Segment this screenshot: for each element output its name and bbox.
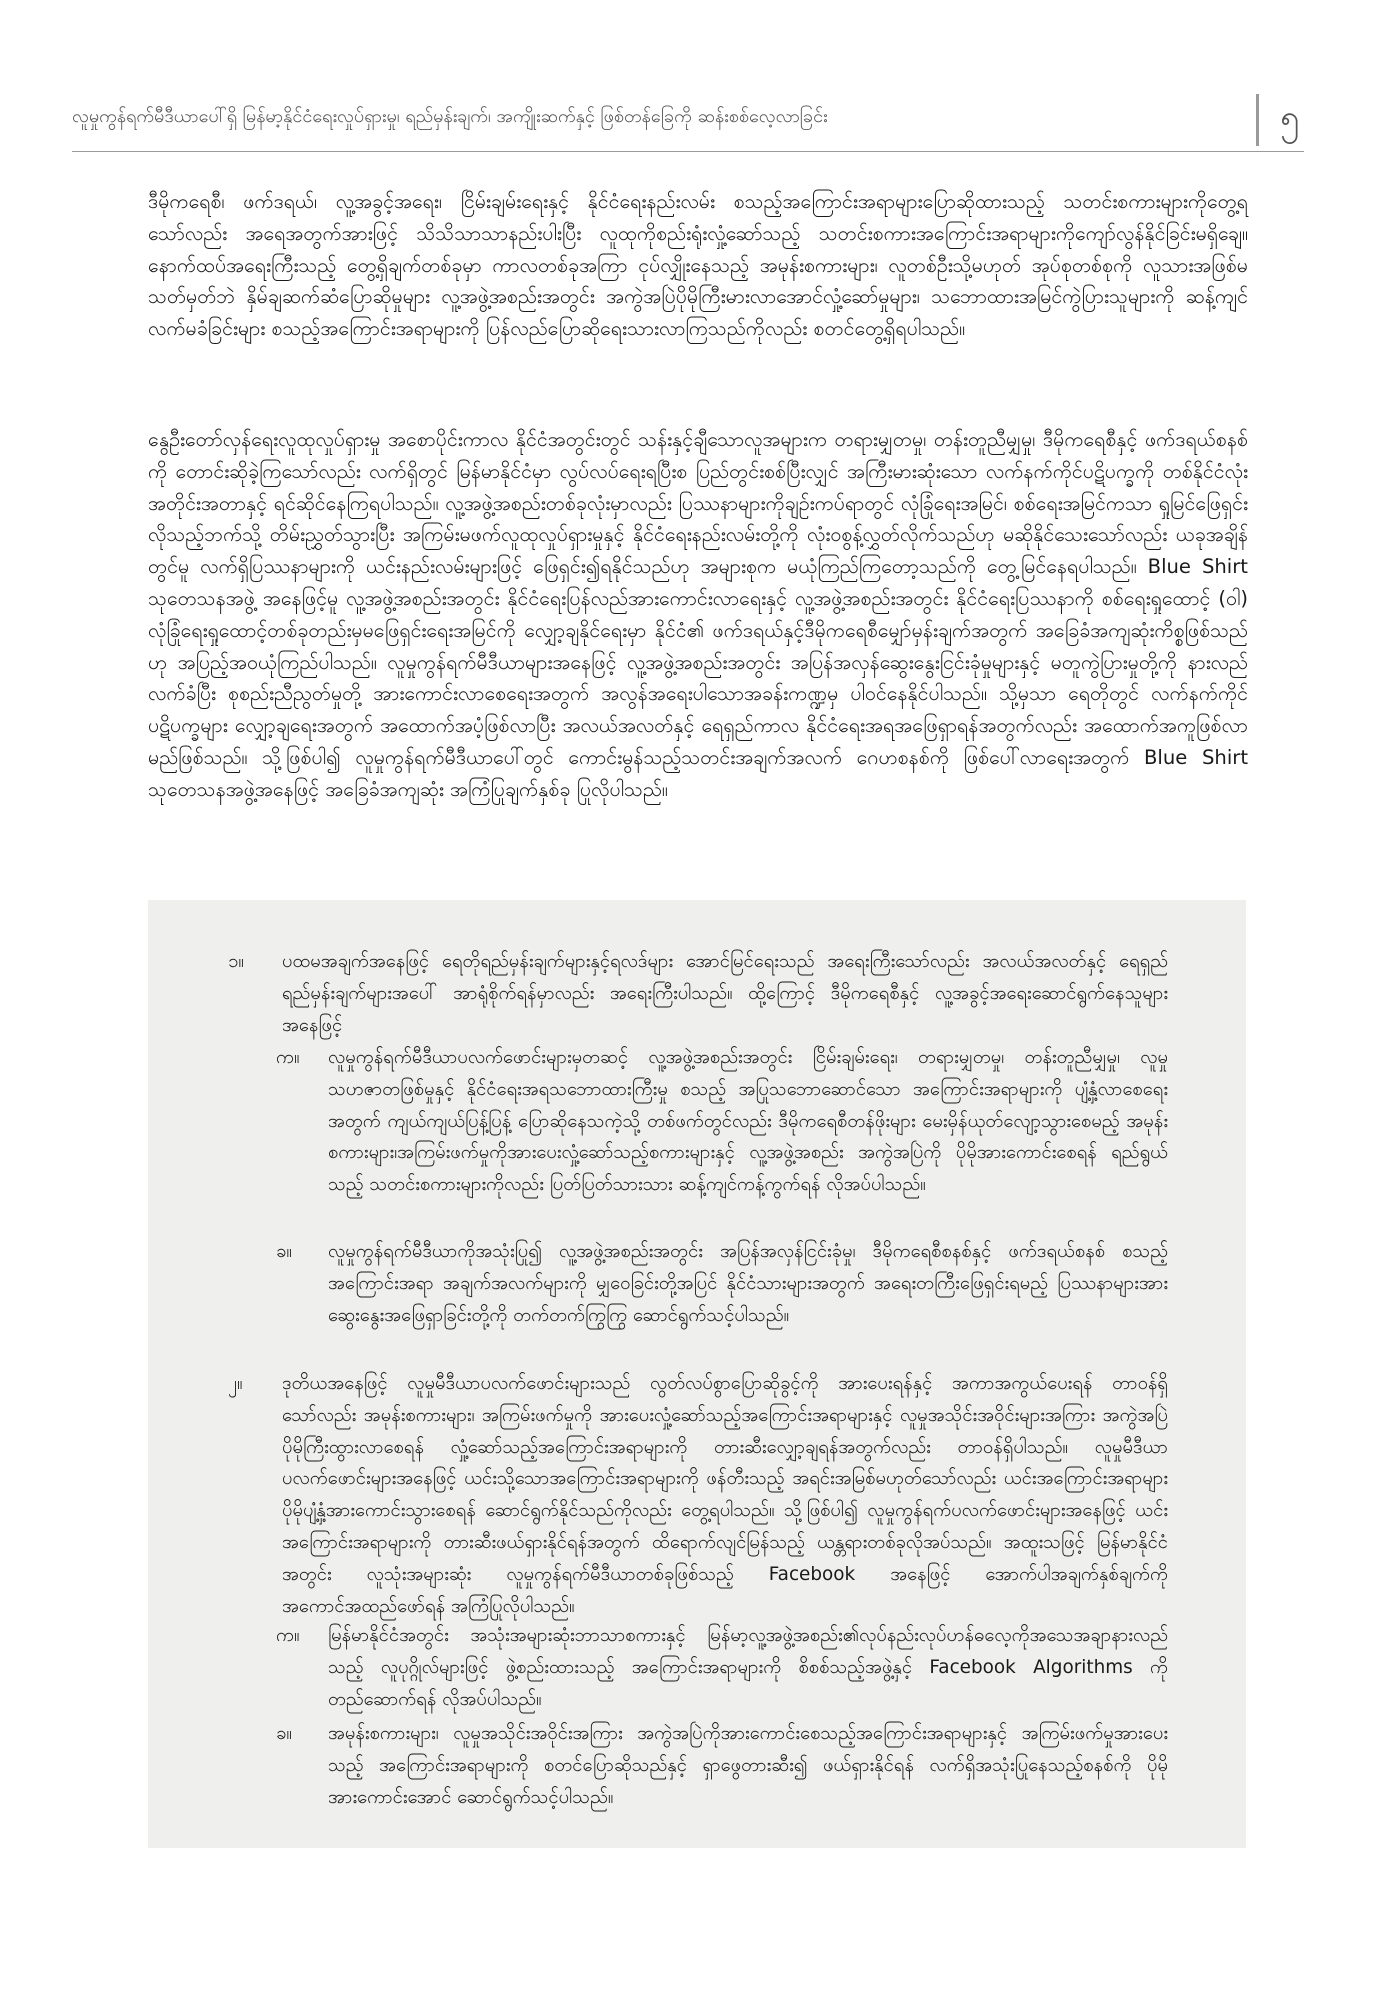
subitem-number: က။ [276,1047,300,1068]
subitem-text: လူမှုကွန်ရက်မီဒီယာကိုအသုံးပြု၍ လူ့အဖွဲ့အစည်းအတွင်း အပြန်အလှန်ငြင်းခုံမှု၊ ဒီမိုကရေစီစနစ်နှင့် ဖက်ဒရယ်စနစ် စသည့် အကြောင်းအရာ အချက်အလက်များကို မျှဝေခြင်းတို့အပြင် နိုင်ငံသားများအတွက် အရေးတကြီးဖြေရှင်းရမည့် ပြဿနာများအား ဆွေးနွေးအဖြေရှာခြင်းတို့ကို တက်တက်ကြွကြွ ဆောင်ရွက်သင့်ပါသည်။ [328,1241,1168,1326]
item-number: ၂။ [228,1373,243,1394]
body-paragraph: နွေဦးတော်လှန်ရေးလူထုလှုပ်ရှားမှု အစောပိုင်းကာလ နိုင်ငံအတွင်းတွင် သန်းနှင့်ချီသောလူအများက တရားမျှတမှု၊ တန်းတူညီမျှမှု၊ ဒီမိုကရေစီနှင့် ဖက်ဒရယ်စနစ်ကို တောင်းဆိုခဲ့ကြသော်လည်း လက်ရှိတွင် မြန်မာနိုင်ငံမှာ လွပ်လပ်ရေးရပြီးစ ပြည်တွင်းစစ်ပြီးလျှင် အကြီးမားဆုံးသော လက်နက်ကိုင်ပဋိပက္ခကို တစ်နိုင်ငံလုံးအတိုင်းအတာနှင့် ရင်ဆိုင်နေကြရပါသည်။ လူ့အဖွဲ့အစည်းတစ်ခုလုံးမှာလည်း ပြဿနာများကိုချဉ်းကပ်ရာတွင် လုံခြုံရေးအမြင်၊ စစ်ရေးအမြင်ကသာ ရှုမြင်ဖြေရှင်းလိုသည့်ဘက်သို့ တိမ်းညွှတ်သွားပြီး အကြမ်းမဖက်လူထုလှုပ်ရှားမှုနှင့် နိုင်ငံရေးနည်းလမ်းတို့ကို လုံးဝစွန့်လွှတ်လိုက်သည်ဟု မဆိုနိုင်သေးသော်လည်း ယခုအချိန်တွင်မူ လက်ရှိပြဿနာများကို ယင်းနည်းလမ်းများဖြင့် ဖြေရှင်း၍ရနိုင်သည်ဟု အများစုက မယုံကြည်ကြတော့သည်ကို တွေ့မြင်နေရပါသည်။ Blue Shirt သုတေသနအဖွဲ့ အနေဖြင့်မူ လူ့အဖွဲ့အစည်းအတွင်း နိုင်ငံရေးပြန်လည်အားကောင်းလာရေးနှင့် လူ့အဖွဲ့အစည်းအတွင်း နိုင်ငံရေးပြဿနာကို စစ်ရေးရှုထောင့် (ဝါ) လုံခြုံရေးရှုထောင့်တစ်ခုတည်းမှမဖြေရှင်းရေးအမြင်ကို လျှော့ချနိုင်ရေးမှာ နိုင်ငံ၏ ဖက်ဒရယ်နှင့်ဒီမိုကရေစီမျှော်မှန်းချက်အတွက် အခြေခံအကျဆုံးကိစ္စဖြစ်သည်ဟု အပြည့်အဝယုံကြည်ပါသည်။ လူမှုကွန်ရက်မီဒီယာများအနေဖြင့် လူ့အဖွဲ့အစည်းအတွင်း အပြန်အလှန်ဆွေးနွေးငြင်းခုံမှုများနှင့် မတူကွဲပြားမှုတို့ကို နားလည်လက်ခံပြီး စုစည်းညီညွတ်မှုတို့ အားကောင်းလာစေရေးအတွက် အလွန်အရေးပါသောအခန်းကဏ္ဍမှ ပါဝင်နေနိုင်ပါသည်။ သို့မှသာ ရေတိုတွင် လက်နက်ကိုင်ပဋိပက္ခများ လျှော့ချရေးအတွက် အထောက်အပံ့ဖြစ်လာပြီး အလယ်အလတ်နှင့် ရေရှည်ကာလ နိုင်ငံရေးအရအဖြေရှာရန်အတွက်လည်း အထောက်အကူဖြစ်လာမည်ဖြစ်သည်။ သို့ဖြစ်ပါ၍ လူမှုကွန်ရက်မီဒီယာပေါ်တွင် ကောင်းမွန်သည့်သတင်းအချက်အလက် ဂေဟစနစ်ကို ဖြစ်ပေါ်လာရေးအတွက် Blue Shirt သုတေသနအဖွဲ့အနေဖြင့် အခြေခံအကျဆုံး အကြံပြုချက်နှစ်ခု ပြုလိုပါသည်။ [148,428,1248,801]
recommendations-box [148,900,1246,1848]
page-header [72,88,1304,154]
subitem-number: က။ [276,1625,300,1646]
item-text: ပထမအချက်အနေဖြင့် ရေတိုရည်မှန်းချက်များနှင့်ရလဒ်များ အောင်မြင်ရေးသည် အရေးကြီးသော်လည်း အလယ်အလတ်နှင့် ရေရှည်ရည်မှန်းချက်များအပေါ် အာရုံစိုက်ရန်မှာလည်း အရေးကြီးပါသည်။ ထို့ကြောင့် ဒီမိုကရေစီနှင့် လူ့အခွင့်အရေးဆောင်ရွက်နေသူများအနေဖြင့် [282,951,1168,1036]
subitem-number: ခ။ [276,1723,292,1744]
item-number: ၁။ [228,951,244,972]
header-divider [1256,94,1259,146]
body-paragraph: ဒီမိုကရေစီ၊ ဖက်ဒရယ်၊ လူ့အခွင့်အရေး၊ ငြိမ်းချမ်းရေးနှင့် နိုင်ငံရေးနည်းလမ်း စသည့်အကြောင်းအရာများပြောဆိုထားသည့် သတင်းစကားများကိုတွေ့ရသော်လည်း အရေအတွက်အားဖြင့် သိသိသာသာနည်းပါးပြီး လူထုကိုစည်းရုံးလှုံ့ဆော်သည့် သတင်းစကားအကြောင်းအရာများကိုကျော်လွန်နိုင်ခြင်းမရှိချေ။ နောက်ထပ်အရေးကြီးသည့် တွေ့ရှိချက်တစ်ခုမှာ ကာလတစ်ခုအကြာ ငုပ်လျှိုးနေသည့် အမုန်းစကားများ၊ လူတစ်ဦးသို့မဟုတ် အုပ်စုတစ်စုကို လူသားအဖြစ်မသတ်မှတ်ဘဲ နှိမ်ချဆက်ဆံပြောဆိုမှုများ လူ့အဖွဲ့အစည်းအတွင်း အကွဲအပြဲပိုမိုကြီးမားလာအောင်လှုံ့ဆော်မှုများ၊ သဘောထားအမြင်ကွဲပြားသူများကို ဆန့်ကျင်လက်မခံခြင်းများ စသည့်အကြောင်းအရာများကို ပြန်လည်ပြောဆိုရေးသားလာကြသည်ကိုလည်း စတင်တွေ့ရှိရပါသည်။ [148,190,1248,341]
subitem-text: မြန်မာနိုင်ငံအတွင်း အသုံးအများဆုံးဘာသာစကားနှင့် မြန်မာ့လူ့အဖွဲ့အစည်း၏လုပ်နည်းလုပ်ဟန်ဓလေ့ကိုအသေအချာနားလည်သည့် လူပုဂ္ဂိုလ်များဖြင့် ဖွဲ့စည်းထားသည့် အကြောင်းအရာများကို စိစစ်သည့်အဖွဲ့နှင့် Facebook Algorithms ကို တည်ဆောက်ရန် လိုအပ်ပါသည်။ [328,1625,1168,1710]
item-text: ဒုတိယအနေဖြင့် လူမှုမီဒီယာပလက်ဖောင်းများသည် လွတ်လပ်စွာပြောဆိုခွင့်ကို အားပေးရန်နှင့် အကာအကွယ်ပေးရန် တာဝန်ရှိသော်လည်း အမုန်းစကားများ၊ အကြမ်းဖက်မှုကို အားပေးလှုံ့ဆော်သည့်အကြောင်းအရာများနှင့် လူမှုအသိုင်းအဝိုင်းများအကြား အကွဲအပြဲပိုမိုကြီးထွားလာစေရန် လှုံ့ဆော်သည့်အကြောင်းအရာများကို တားဆီးလျှော့ချရန်အတွက်လည်း တာဝန်ရှိပါသည်။ လူမှုမီဒီယာပလက်ဖောင်းများအနေဖြင့် ယင်းသို့သောအကြောင်းအရာများကို ဖန်တီးသည့် အရင်းအမြစ်မဟုတ်သော်လည်း ယင်းအကြောင်းအရာများ ပိုမိုပျံ့နှံ့အားကောင်းသွားစေရန် ဆောင်ရွက်နိုင်သည်ကိုလည်း တွေ့ရပါသည်။ သို့ဖြစ်ပါ၍ လူမှုကွန်ရက်ပလက်ဖောင်းများအနေဖြင့် ယင်းအကြောင်းအရာများကို တားဆီးဖယ်ရှားနိုင်ရန်အတွက် ထိရောက်လျင်မြန်သည့် ယန္တရားတစ်ခုလိုအပ်သည်။ အထူးသဖြင့် မြန်မာနိုင်ငံအတွင်း လူသုံးအများဆုံး လူမှုကွန်ရက်မီဒီယာတစ်ခုဖြစ်သည့် Facebook အနေဖြင့် အောက်ပါအချက်နှစ်ချက်ကို အကောင်အထည်ဖော်ရန် အကြံပြုလိုပါသည်။ [282,1373,1168,1617]
subitem-text: လူမှုကွန်ရက်မီဒီယာပလက်ဖောင်းများမှတဆင့် လူ့အဖွဲ့အစည်းအတွင်း ငြိမ်းချမ်းရေး၊ တရားမျှတမှု၊ တန်းတူညီမျှမှု၊ လူမှုသဟဇာတဖြစ်မှုနှင့် နိုင်ငံရေးအရသဘောထားကြီးမှု စသည့် အပြုသဘောဆောင်သော အကြောင်းအရာများကို ပျံ့နှံ့လာစေရေးအတွက် ကျယ်ကျယ်ပြန့်ပြန့် ပြောဆိုနေသကဲ့သို့ တစ်ဖက်တွင်လည်း ဒီမိုကရေစီတန်ဖိုးများ မေးမှိန်ယုတ်လျော့သွားစေမည့် အမုန်းစကားများ၊အကြမ်းဖက်မှုကိုအားပေးလှုံ့ဆော်သည့်စကားများနှင့် လူ့အဖွဲ့အစည်း အကွဲအပြဲကို ပိုမိုအားကောင်းစေရန် ရည်ရွယ်သည့် သတင်းစကားများကိုလည်း ပြတ်ပြတ်သားသား ဆန့်ကျင်ကန့်ကွက်ရန် လိုအပ်ပါသည်။ [328,1047,1168,1196]
subitem-text: အမုန်းစကားများ၊ လူမှုအသိုင်းအဝိုင်းအကြား အကွဲအပြဲကိုအားကောင်းစေသည့်အကြောင်းအရာများနှင့် အကြမ်းဖက်မှုအားပေးသည့် အကြောင်းအရာများကို စတင်ပြောဆိုသည်နှင့် ရှာဖွေတားဆီး၍ ဖယ်ရှားနိုင်ရန် လက်ရှိအသုံးပြုနေသည့်စနစ်ကို ပိုမိုအားကောင်းအောင် ဆောင်ရွက်သင့်ပါသည်။ [328,1723,1168,1808]
subitem-number: ခ။ [276,1241,292,1262]
running-title: လူမှုကွန်ရက်မီဒီယာပေါ်ရှိ မြန်မာ့နိုင်ငံရေးလှုပ်ရှားမှု၊ ရည်မှန်းချက်၊ အကျိုးဆက်နှင့် ဖြစ်တန်ခြေကို ဆန်းစစ်လေ့လာခြင်း [72,106,828,127]
page-number: ၅ [1280,98,1300,138]
header-rule [72,151,1304,152]
